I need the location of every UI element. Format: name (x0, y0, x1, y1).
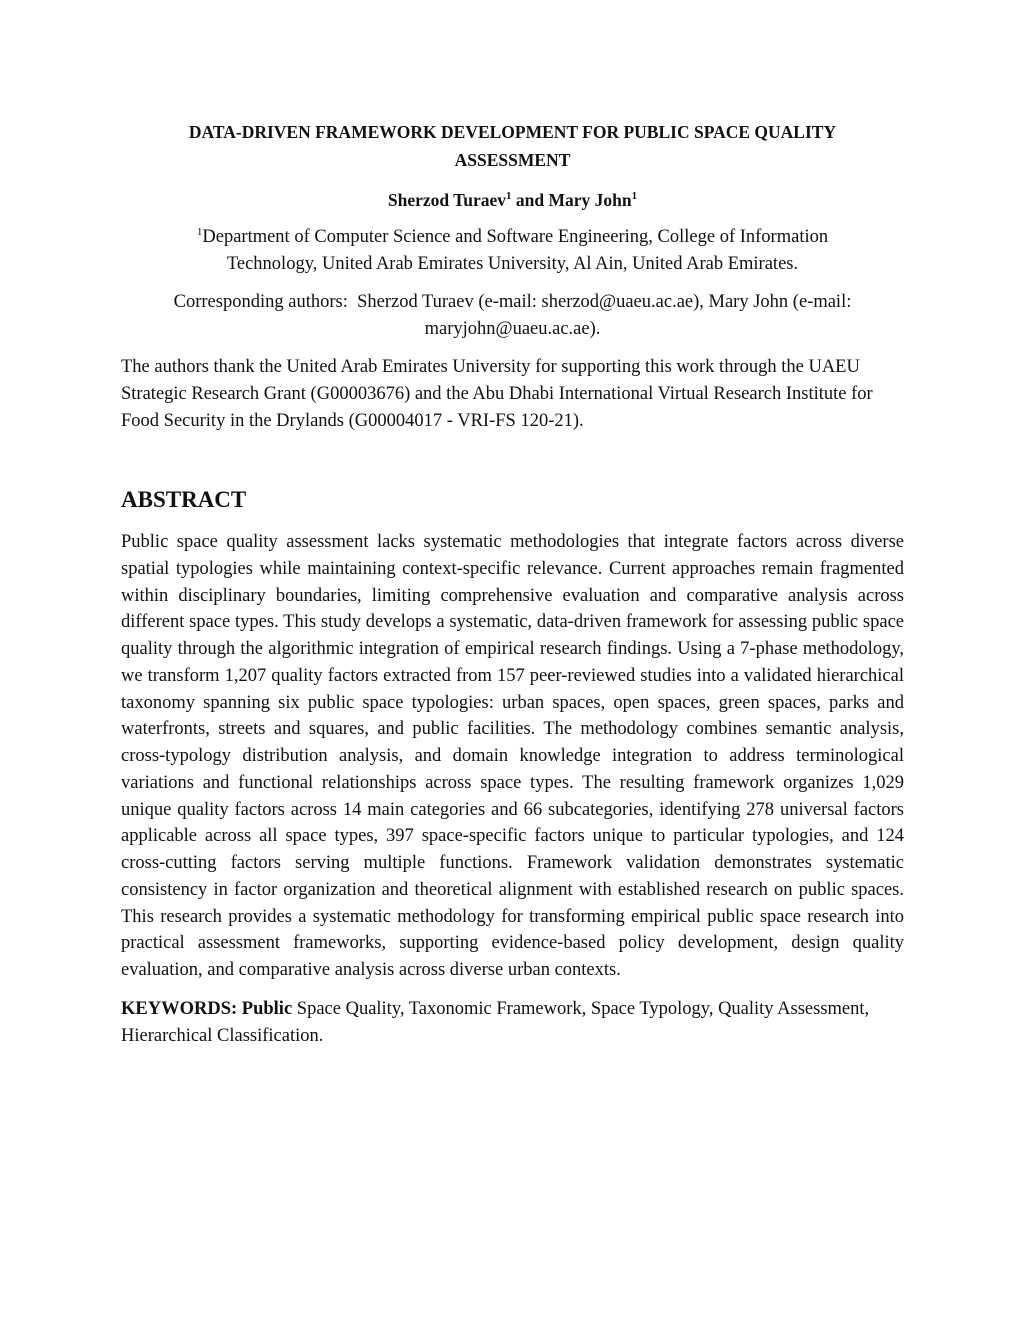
author-list (121, 187, 904, 213)
keywords (121, 996, 904, 1050)
affiliation-mark: 1 (196, 225, 203, 238)
corresponding-line-2: maryjohn@uaeu.ac.ae). (424, 319, 601, 339)
affiliation-line-2: Technology, United Arab Emirates University, Al Ain, United Arab Emirates. (226, 254, 799, 274)
keywords-label: KEYWORDS: (121, 998, 238, 1019)
abstract-heading: ABSTRACT (121, 487, 247, 512)
paper-title-line-1: DATA-DRIVEN FRAMEWORK DEVELOPMENT FOR PUBLIC SPACE QUALITY (188, 122, 837, 142)
corresponding-authors (121, 289, 904, 343)
affiliation (121, 224, 904, 278)
keywords-bold-term: Public (241, 998, 293, 1019)
affiliation-line-1: Department of Computer Science and Software Engineering, College of Information (202, 227, 829, 247)
author-1-name: Sherzod Turaev (387, 190, 507, 210)
paper-page (121, 118, 904, 1050)
author-2-affiliation-mark: 1 (631, 190, 638, 203)
author-connector: and (511, 190, 549, 210)
corresponding-line-1: Corresponding authors: Sherzod Turaev (e-mail: sherzod@uaeu.ac.ae), Mary John (e-mail: (173, 292, 852, 312)
funding-acknowledgment: The authors thank the United Arab Emirates University for supporting this work through the UAEU Strategic Research Grant (G00003676) and the Abu Dhabi International Virtual Research Institute for Food Security in the Drylands (G00004017 - VRI-FS 120-21). (121, 357, 873, 431)
author-1-affiliation-mark: 1 (506, 190, 512, 203)
paper-title-line-2: ASSESSMENT (454, 150, 571, 170)
paper-title (121, 118, 904, 174)
abstract-text: Public space quality assessment lacks systematic methodologies that integrate factors across diverse spatial typologies while maintaining context-specific relevance. Current approaches remain fragmented within disciplinary boundaries, limiting comprehensive evaluation and comparative analysis across different space types. This study develops a systematic, data-driven framework for assessing public space quality through the algorithmic integration of empirical research findings. Using a 7-phase methodology, we transform 1,207 quality factors extracted from 157 peer-reviewed studies into a validated hierarchical taxonomy spanning six public space typologies: urban spaces, open spaces, green spaces, parks and waterfronts, streets and squares, and public facilities. The methodology combines semantic analysis, cross-typology distribution analysis, and domain knowledge integration to address terminological variations and functional relationships across space types. The resulting framework organizes 1,029 unique quality factors across 14 main categories and 66 subcategories, identifying 278 universal factors applicable across all space types, 397 space-specific factors unique to particular typologies, and 124 cross-cutting factors serving multiple functions. Framework validation demonstrates systematic consistency in factor organization and theoretical alignment with established research on public spaces. This research provides a systematic methodology for transforming empirical public space research into practical assessment frameworks, supporting evidence-based policy development, design quality evaluation, and comparative analysis across diverse urban contexts. (121, 532, 904, 980)
author-2-name: Mary John (548, 190, 632, 210)
keywords-list: Space Quality, Taxonomic Framework, Space Typology, Quality Assessment, Hierarchical Classification. (121, 998, 870, 1046)
